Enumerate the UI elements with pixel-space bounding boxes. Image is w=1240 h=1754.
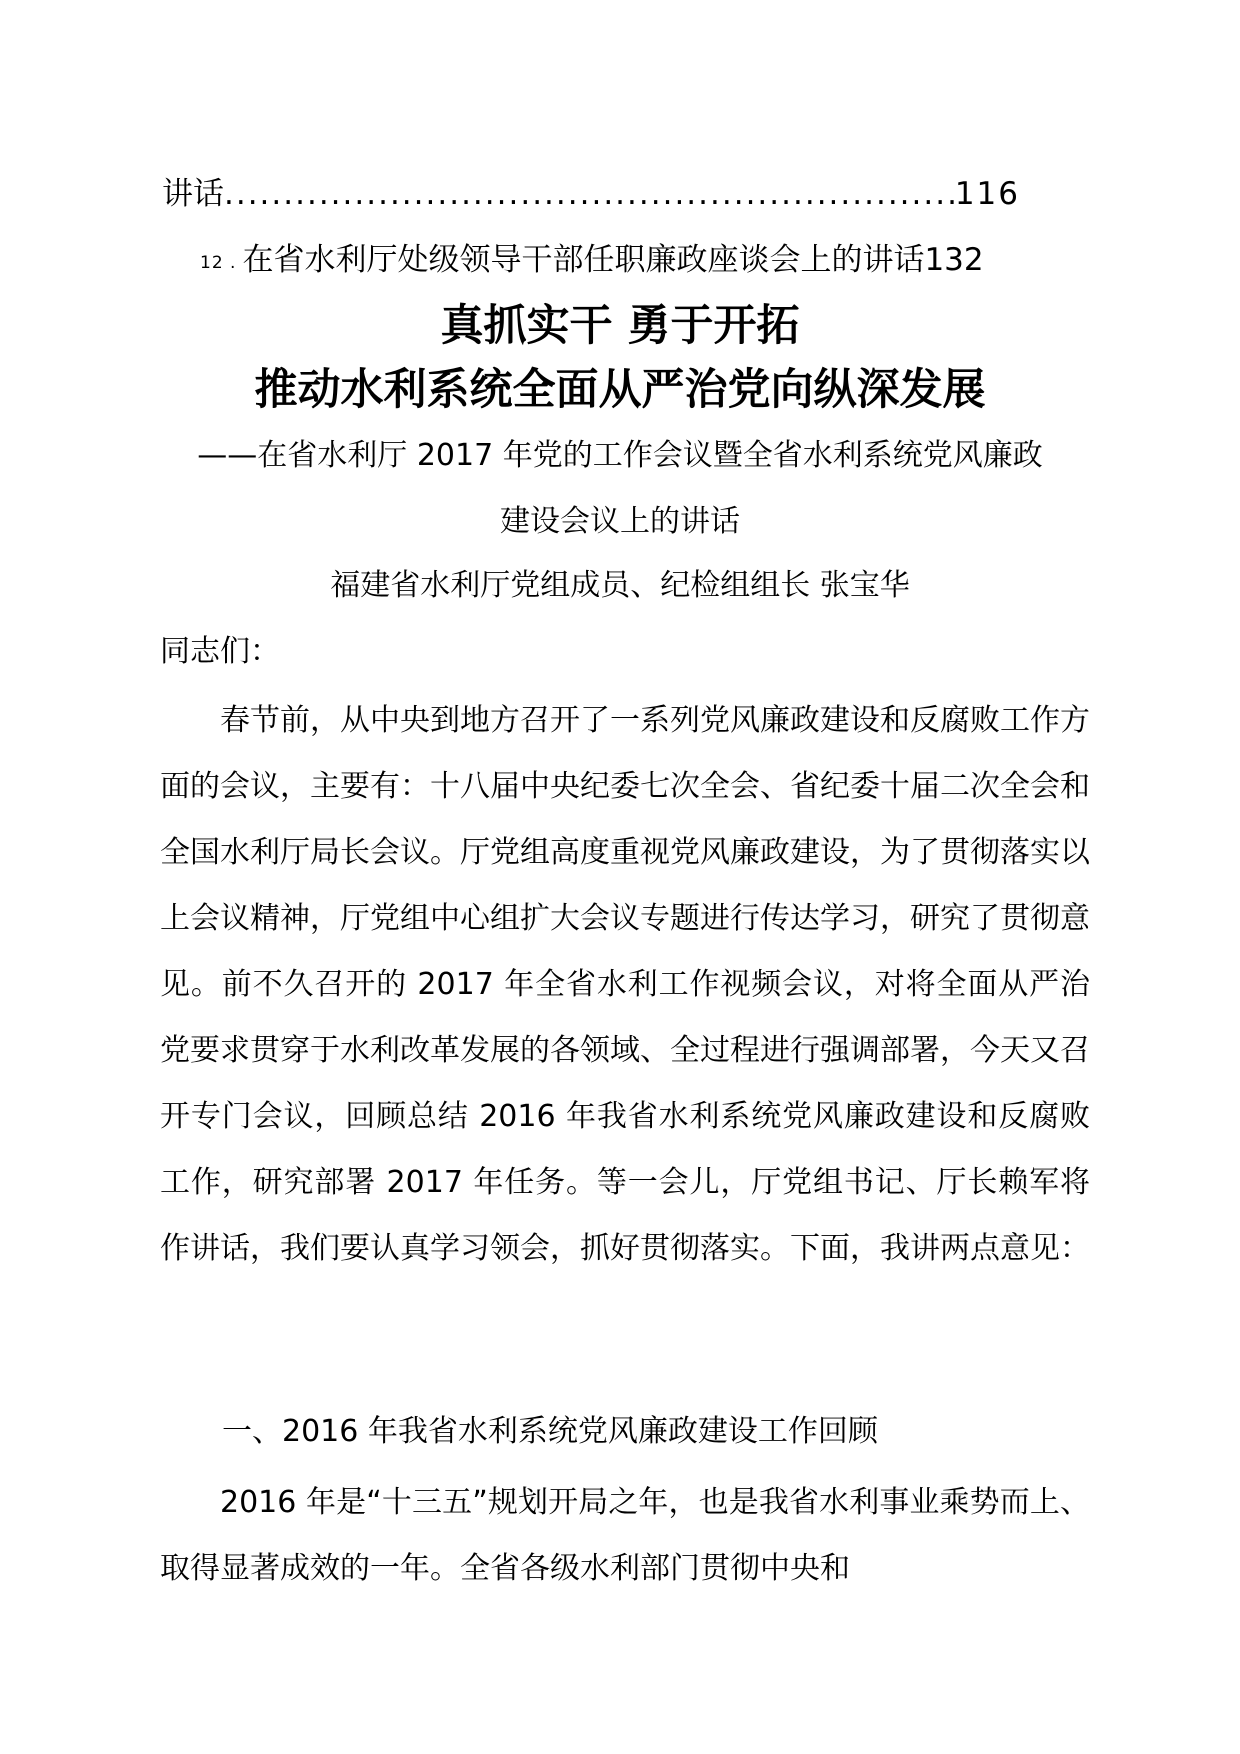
document-title-line-2: 推动水利系统全面从严治党向纵深发展 <box>254 365 986 415</box>
document-subtitle-line-1: ——在省水利厅 2017 年党的工作会议暨全省水利系统党风廉政 <box>197 438 1043 473</box>
document-subtitle-line-2: 建设会议上的讲话 <box>500 504 740 539</box>
toc-entry-12 <box>200 238 1100 285</box>
toc-leader-dots <box>224 172 955 216</box>
toc-entry-12-number: 12 . <box>200 253 237 273</box>
document-title-line-1: 真抓实干 勇于开拓 <box>440 301 800 351</box>
toc-entry-12-text: 在省水利厅处级领导干部任职廉政座谈会上的讲话132 <box>242 242 984 278</box>
toc-entry-prev-text: 讲话 <box>162 176 224 212</box>
toc-entry-prev <box>162 172 1020 216</box>
author-line: 福建省水利厅党组成员、纪检组组长 张宝华 <box>330 568 910 603</box>
toc-entry-prev-page: 116 <box>954 176 1020 212</box>
body-paragraph-1: 春节前，从中央到地方召开了一系列党风廉政建设和反腐败工作方面的会议，主要有：十八届中央纪委七次全会、省纪委十届二次全会和全国水利厅局长会议。厅党组高度重视党风廉政建设，为了贯彻落实以上会议精神，厅党组中心组扩大会议专题进行传达学习，研究了贯彻意见。前不久召开的 2017 年全省水利工作视频会议，对将全面从严治党要求贯穿于水利改革发展的各领域、全过程进行强调部署，今天又召开专门会议，回顾总结 2016 年我省水利系统党风廉政建设和反腐败工作，研究部署 2017 年任务。等一会儿，厅党组书记、厅长赖军将作讲话，我们要认真学习领会，抓好贯彻落实。下面，我讲两点意见： <box>160 703 1090 1266</box>
body-paragraph-2: 2016 年是“十三五”规划开局之年，也是我省水利事业乘势而上、取得显著成效的一年。全省各级水利部门贯彻中央和 <box>160 1485 1090 1586</box>
section-heading-1: 一、2016 年我省水利系统党风廉政建设工作回顾 <box>222 1414 878 1449</box>
salutation: 同志们： <box>160 634 280 669</box>
